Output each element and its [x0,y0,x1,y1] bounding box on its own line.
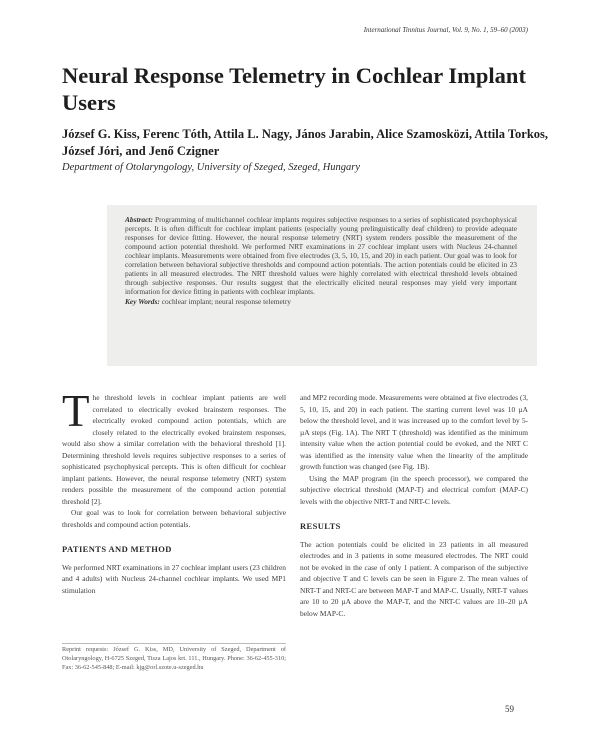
results-heading: RESULTS [300,521,341,531]
keywords-text: cochlear implant; neural response telemetry [161,297,291,307]
journal-header: International Tinnitus Journal, Vol. 9, No. 1, 59–60 (2003) [363,26,528,34]
intro-paragraph-1-text: he threshold levels in cochlear implant patients are well correlated to electrically evoked brainstem responses. The electrically evoked compound action potentials, which are closely related to the electrically evoked brainstem responses, would also show a similar correlation with the behavioral threshold [1]. Determining threshold levels requires subjective responses to a series of sophisticated psychophysical percepts. This is often difficult for cochlear implant patients. However, the neural response telemetry (NRT) system renders possible the measurement of the compound action potential threshold [2]. [62,393,286,506]
results-paragraph-1: The action potentials could be elicited in 23 patients in all measured electrodes and in 3 patients in some measured electrodes. The NRT could not be evoked in the case of only 1 patient. A comparison of the subjective and objective T and C levels can be seen in Figure 2. The mean values of NRT-T and NRT-C are between MAP-T and MAP-C. Usually, NRT-T values are 10 to 20 µA above the MAP-T, and the NRT-C values are 10–20 µA below MAP-C. [300,539,528,618]
keywords-label: Key Words: [125,297,160,307]
methods-heading: PATIENTS AND METHOD [62,544,172,554]
drop-cap: T [62,386,90,436]
left-column [62,386,286,596]
paper-title: Neural Response Telemetry in Cochlear Implant Users [62,63,526,115]
intro-paragraph-2: Our goal was to look for correlation between behavioral subjective thresholds and compound action potentials. [62,508,286,529]
methods-paragraph-1: We performed NRT examinations in 27 cochlear implant users (23 children and 4 adults) with Nucleus 24-channel cochlear implants. We used MP1 stimulation [62,562,286,595]
reprint-footnote: Reprint requests: József G. Kiss, MD, University of Szeged, Department of Otolaryngology, H-6725 Szeged, Tisza Lajos krt. 111., Hungary. Phone: 36-62-455-310; Fax: 36-62-545-848; E-mail: kjg@orl.szote.u-szeged.hu [62,646,286,671]
author-list: József G. Kiss, Ferenc Tóth, Attila L. Nagy, János Jarabin, Alice Szamosközi, Attila Torkos, József Jóri, and Jenő Czigner [62,127,549,158]
methods-paragraph-1-continued: and MP2 recording mode. Measurements were obtained at five electrodes (3, 5, 10, 15, and 20) in each patient. The starting current level was 10 µA below the threshold level, and it was increased up to the comfort level by 5-µA steps (Fig. 1A). The NRT T (threshold) was identified as the minimum intensity value when the action potential could be evoked, and the NRT C was identified as the intensity value when the linearity of the amplitude growth function was changed (see Fig. 1B). [300,393,528,471]
footnote-divider [62,643,286,644]
page-number: 59 [505,704,514,714]
methods-paragraph-2: Using the MAP program (in the speech processor), we compared the subjective electrical threshold (MAP-T) and electrical comfort (MAP-C) levels with the objective NRT-T and NRT-C levels. [300,473,528,506]
abstract-paragraph [125,215,517,296]
right-column [300,392,528,619]
abstract-text: Programming of multichannel cochlear implants requires subjective responses to a series of sophisticated psychophysical percepts. It is often difficult for cochlear implant patients (especially young prelinguistically deaf children) to provide adequate responses for device fitting. However, the neural response telemetry (NRT) system renders possible the measurement of the compound action potential threshold. We performed NRT examinations in 27 cochlear implant users with Nucleus 24-channel cochlear implants. Measurements were obtained from five electrodes (3, 5, 10, 15, and 20) in each patient. Our goal was to look for correlation between behavioral subjective thresholds and compound action potentials. The action potentials could be elicited in 23 patients in all measured electrodes. The NRT threshold values were highly correlated with electrical threshold levels obtained through subjective responses. Our results suggest that the electrically elicited neural responses may yield very important information for device fitting in patients with cochlear implants. [125,215,517,297]
keywords-line [125,297,517,306]
abstract-label: Abstract: [125,215,153,224]
affiliation: Department of Otolaryngology, University of Szeged, Szeged, Hungary [62,162,361,173]
abstract-box [107,205,537,366]
intro-paragraph-1 [62,386,286,507]
